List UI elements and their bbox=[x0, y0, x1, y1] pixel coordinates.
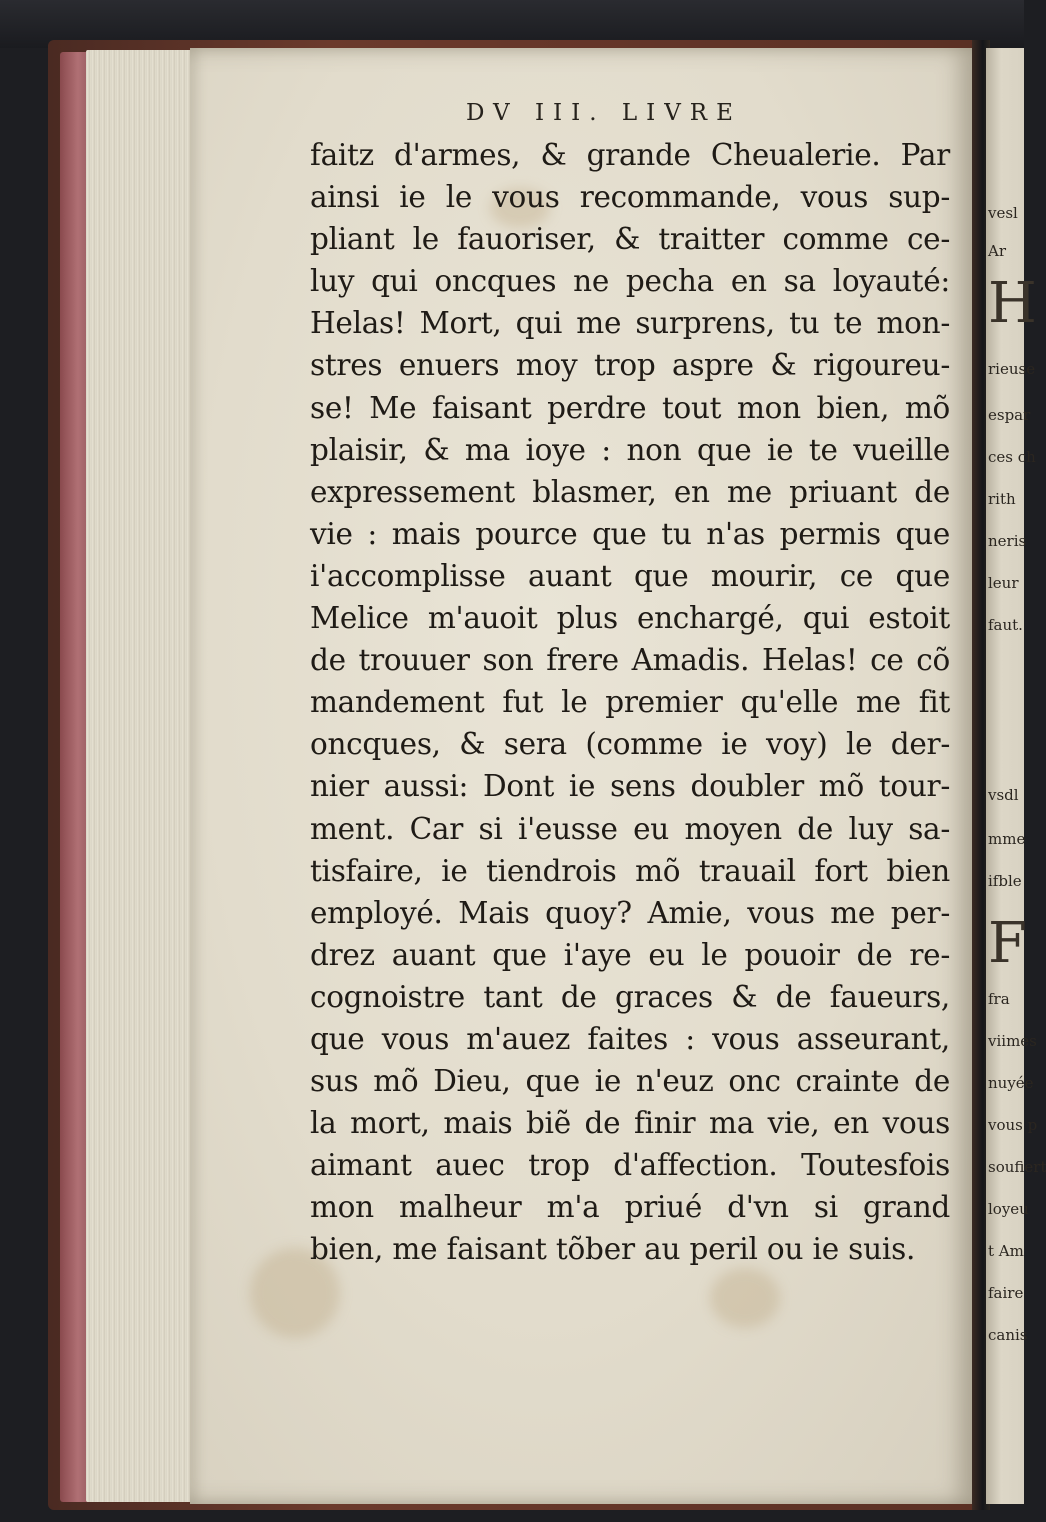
text-line: oncques, & sera (comme ie voy) le der- bbox=[310, 727, 950, 762]
text-line: mandement fut le premier qu'elle me fit bbox=[310, 685, 950, 720]
facing-fragment: Ar bbox=[988, 242, 1007, 260]
running-head: DV III. LIVRE bbox=[466, 100, 742, 126]
text-line: cognoistre tant de graces & de faueurs, bbox=[310, 979, 950, 1014]
facing-fragment: ces ch bbox=[988, 448, 1036, 466]
text-line: la mort, mais biẽ de finir ma vie, en vous bbox=[310, 1106, 950, 1141]
text-line: mon malheur m'a priué d'vn si grand bbox=[310, 1190, 950, 1225]
text-line: drez auant que i'aye eu le pouoir de re- bbox=[310, 937, 950, 972]
facing-fragment: mme bbox=[988, 830, 1026, 848]
facing-fragment: faire bbox=[988, 1284, 1024, 1302]
page-edges bbox=[86, 50, 196, 1502]
text-line: pliant le fauoriser, & traitter comme ce- bbox=[310, 222, 950, 257]
facing-fragment: vesl bbox=[988, 204, 1018, 222]
facing-fragment: neris bbox=[988, 532, 1027, 550]
facing-fragment: vsdl bbox=[988, 786, 1019, 804]
facing-fragment: fra bbox=[988, 990, 1010, 1008]
facing-initial: H bbox=[988, 271, 1037, 336]
foxing-stain bbox=[710, 1268, 780, 1328]
text-line: bien, me faisant tõber au peril ou ie suis. bbox=[310, 1232, 916, 1267]
facing-fragment: rith bbox=[988, 490, 1016, 508]
facing-fragment: soufiert bbox=[988, 1158, 1046, 1176]
facing-fragment: loyeu bbox=[988, 1200, 1029, 1218]
facing-fragment: vous p bbox=[988, 1116, 1038, 1134]
text-line: nier aussi: Dont ie sens doubler mõ tour- bbox=[310, 769, 950, 804]
text-line: tisfaire, ie tiendrois mõ trauail fort bien bbox=[310, 853, 950, 888]
text-line: aimant auec trop d'affection. Toutesfois bbox=[310, 1148, 950, 1183]
text-line: ainsi ie le vous recommande, vous sup- bbox=[310, 180, 950, 215]
facing-fragment: ifble bbox=[988, 872, 1022, 890]
text-line: se! Me faisant perdre tout mon bien, mõ bbox=[310, 390, 950, 425]
text-line: luy qui oncques ne pecha en sa loyauté: bbox=[310, 264, 950, 299]
facing-page bbox=[986, 48, 1046, 1504]
text-line: expressement blasmer, en me priuant de bbox=[310, 474, 950, 509]
facing-fragment: rieuse bbox=[988, 360, 1036, 378]
text-line: Melice m'auoit plus enchargé, qui estoit bbox=[310, 601, 950, 636]
text-line: faitz d'armes, & grande Cheualerie. Par bbox=[310, 138, 950, 172]
facing-fragment: espar bbox=[988, 406, 1031, 424]
facing-initial: F bbox=[988, 911, 1027, 976]
text-line: de trouuer son frere Amadis. Helas! ce cõ bbox=[310, 643, 950, 678]
facing-fragment: nuyée bbox=[988, 1074, 1034, 1092]
text-line: Helas! Mort, qui me surprens, tu te mon- bbox=[310, 306, 950, 341]
text-line: employé. Mais quoy? Amie, vous me per- bbox=[310, 895, 950, 930]
facing-fragment: viimes bbox=[988, 1032, 1037, 1050]
facing-fragment: canis bbox=[988, 1326, 1028, 1344]
text-line: sus mõ Dieu, que ie n'euz onc crainte de bbox=[310, 1064, 950, 1099]
text-line: i'accomplisse auant que mourir, ce que bbox=[310, 558, 950, 593]
text-block bbox=[310, 134, 950, 1271]
text-line: que vous m'auez faites : vous asseurant, bbox=[310, 1021, 950, 1056]
facing-fragment: faut. bbox=[988, 616, 1023, 634]
text-line: stres enuers moy trop aspre & rigoureu- bbox=[310, 348, 950, 383]
text-line: ment. Car si i'eusse eu moyen de luy sa- bbox=[310, 811, 950, 846]
facing-fragment: t Am bbox=[988, 1242, 1024, 1260]
text-line: plaisir, & ma ioye : non que ie te vueille bbox=[310, 432, 950, 467]
facing-fragment: leur bbox=[988, 574, 1019, 592]
text-line: vie : mais pource que tu n'as permis que bbox=[310, 516, 950, 551]
